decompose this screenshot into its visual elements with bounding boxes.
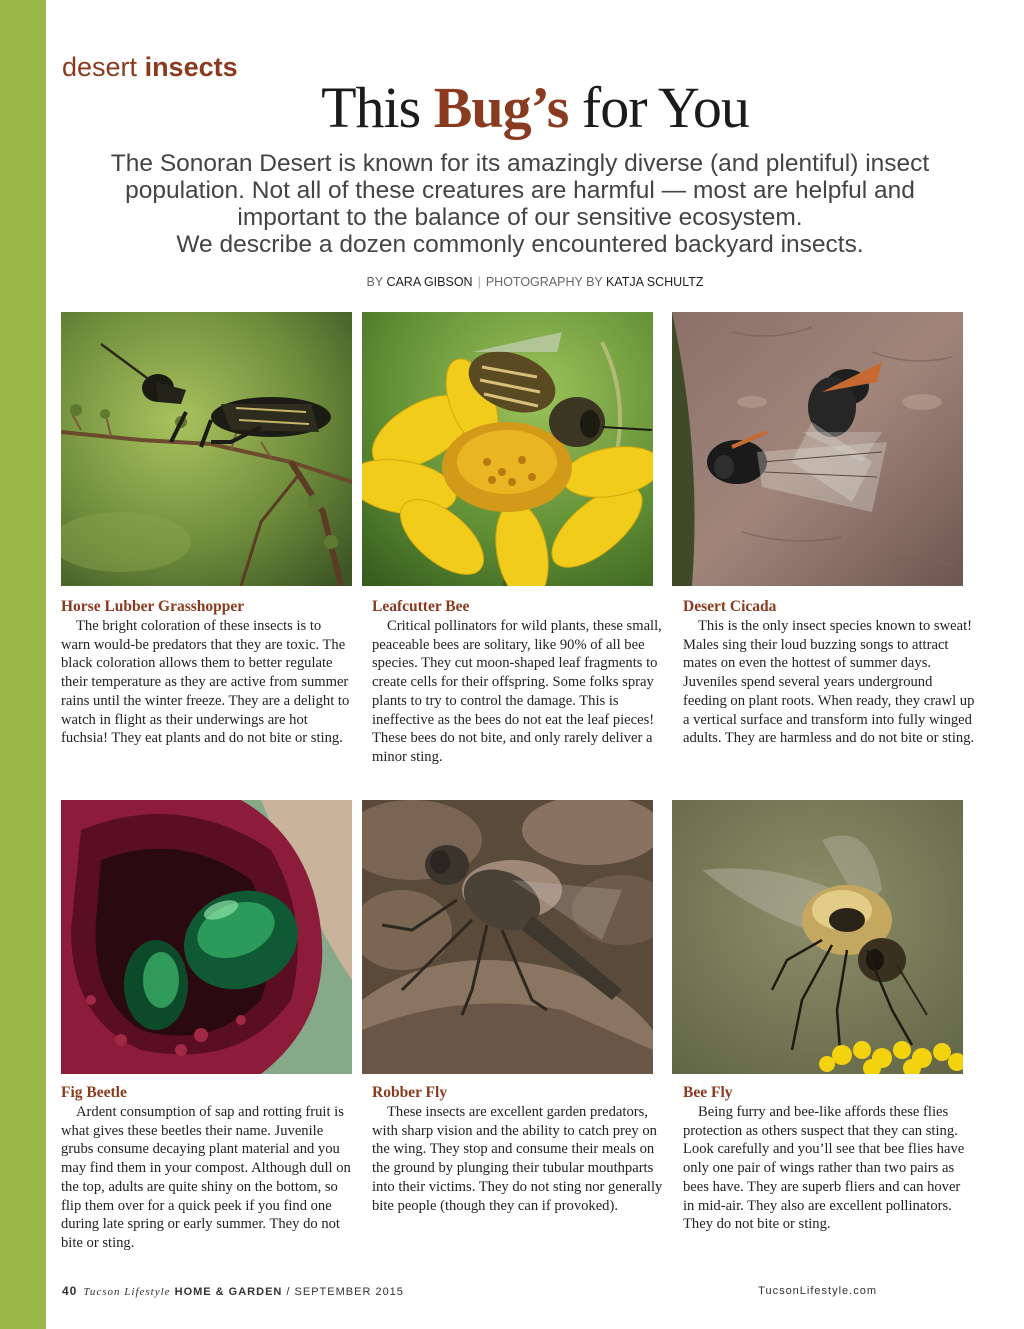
byline-author: CARA GIBSON	[386, 275, 473, 289]
dek-line-4: We describe a dozen commonly encountered backyard insects.	[176, 231, 864, 258]
byline-separator: |	[477, 275, 481, 289]
insect-name: Horse Lubber Grasshopper	[61, 598, 245, 615]
insect-card	[61, 1083, 353, 1253]
insect-name: Bee Fly	[683, 1084, 733, 1101]
bee-fly-photo	[672, 800, 963, 1074]
byline-photo-label: PHOTOGRAPHY BY	[485, 275, 603, 289]
insect-description: This is the only insect species known to sweat! Males sing their loud buzzing songs to attract mates on even the hottest of summer days. Juveniles spend several years underground feeding on plant roots. When ready, they crawl up a vertical surface and transform into fully winged adults. They are harmless and do not bite or sting.	[683, 618, 975, 747]
title-part2: for You	[581, 75, 749, 140]
issue-date: SEPTEMBER 2015	[294, 1286, 404, 1298]
grasshopper-photo	[61, 312, 352, 586]
leafcutter-bee-photo	[362, 312, 653, 586]
byline-by-label: BY	[366, 275, 383, 289]
grasshopper-illustration	[61, 312, 352, 586]
byline-photographer: KATJA SCHULTZ	[606, 275, 704, 289]
fig-beetle-photo	[61, 800, 352, 1074]
bee-fly-illustration	[672, 800, 963, 1074]
insect-description: Ardent consumption of sap and rotting fruit is what gives these beetles their name. Juvenile grubs consume decaying plant material and you may find them in your compost. Although dull on the top, adults are quite shiny on the bottom, so flip them over for a quick peek if you find one during late spring or early summer. They do not bite or sting.	[61, 1104, 351, 1251]
dek-line-1: The Sonoran Desert is known for its amazingly diverse (and plentiful) insect	[110, 150, 930, 177]
robber-fly-illustration	[362, 800, 653, 1074]
page-number: 40	[62, 1284, 78, 1298]
website-url: TucsonLifestyle.com	[758, 1285, 877, 1297]
robber-fly-photo	[362, 800, 653, 1074]
page-footer	[62, 1284, 404, 1298]
footer-divider: /	[286, 1286, 291, 1298]
leafcutter-bee-illustration	[362, 312, 653, 586]
title-part1: This	[321, 75, 421, 140]
dek-line-2: population. Not all of these creatures are harmful — most are helpful and	[125, 177, 915, 204]
insect-name: Desert Cicada	[683, 598, 777, 615]
desert-cicada-photo	[672, 312, 963, 586]
page-title	[46, 74, 1024, 141]
kicker-bold: insects	[144, 52, 238, 82]
insect-card	[372, 1083, 664, 1215]
green-margin-bar	[0, 0, 46, 1329]
fig-beetle-illustration	[61, 800, 352, 1074]
title-accent: Bug’s	[433, 75, 569, 140]
insect-card	[372, 597, 664, 767]
insect-description: These insects are excellent garden predators, with sharp vision and the ability to catch prey on the wing. They stop and consume their meals on the ground by plunging their tubular mouthparts into their victims. They do not sting nor generally bite people (though they can if provoked).	[372, 1104, 663, 1214]
magazine-section: HOME & GARDEN	[174, 1286, 283, 1298]
insect-card	[683, 1083, 975, 1234]
insect-description: The bright coloration of these insects is to warn would-be predators that they are toxic. The black coloration allows them to better regulate their temperature as they are active from summer rains until the winter freeze. They are a delight to watch in flight as their underwings are hot fuchsia! They eat plants and do not bite or sting.	[61, 618, 350, 747]
insect-card	[61, 597, 353, 748]
insect-description: Critical pollinators for wild plants, these small, peaceable bees are solitary, like 90% of all bee species. They cut moon-shaped leaf fragments to create cells for their offspring. Some folks spray plants to try to control the damage. This is ineffective as the bees do not eat the leaf pieces! These bees do not bite, and only rarely deliver a minor sting.	[372, 618, 662, 765]
intro-dek	[90, 150, 950, 258]
insect-card	[683, 597, 975, 748]
kicker-light: desert	[62, 52, 138, 82]
dek-line-3: important to the balance of our sensitive ecosystem.	[237, 204, 803, 231]
desert-cicada-illustration	[672, 312, 963, 586]
magazine-name: Tucson Lifestyle	[83, 1286, 171, 1298]
byline	[46, 275, 1024, 289]
insect-description: Being furry and bee-like affords these flies protection as others suspect that they can sting. Look carefully and you’ll see that bee flies have only one pair of wings rather than two pairs as bees have. They are superb fliers and can hover in mid-air. They also are excellent pollinators. They do not bite or sting.	[683, 1104, 965, 1233]
insect-name: Fig Beetle	[61, 1084, 127, 1101]
insect-name: Leafcutter Bee	[372, 598, 470, 615]
insect-name: Robber Fly	[372, 1084, 448, 1101]
